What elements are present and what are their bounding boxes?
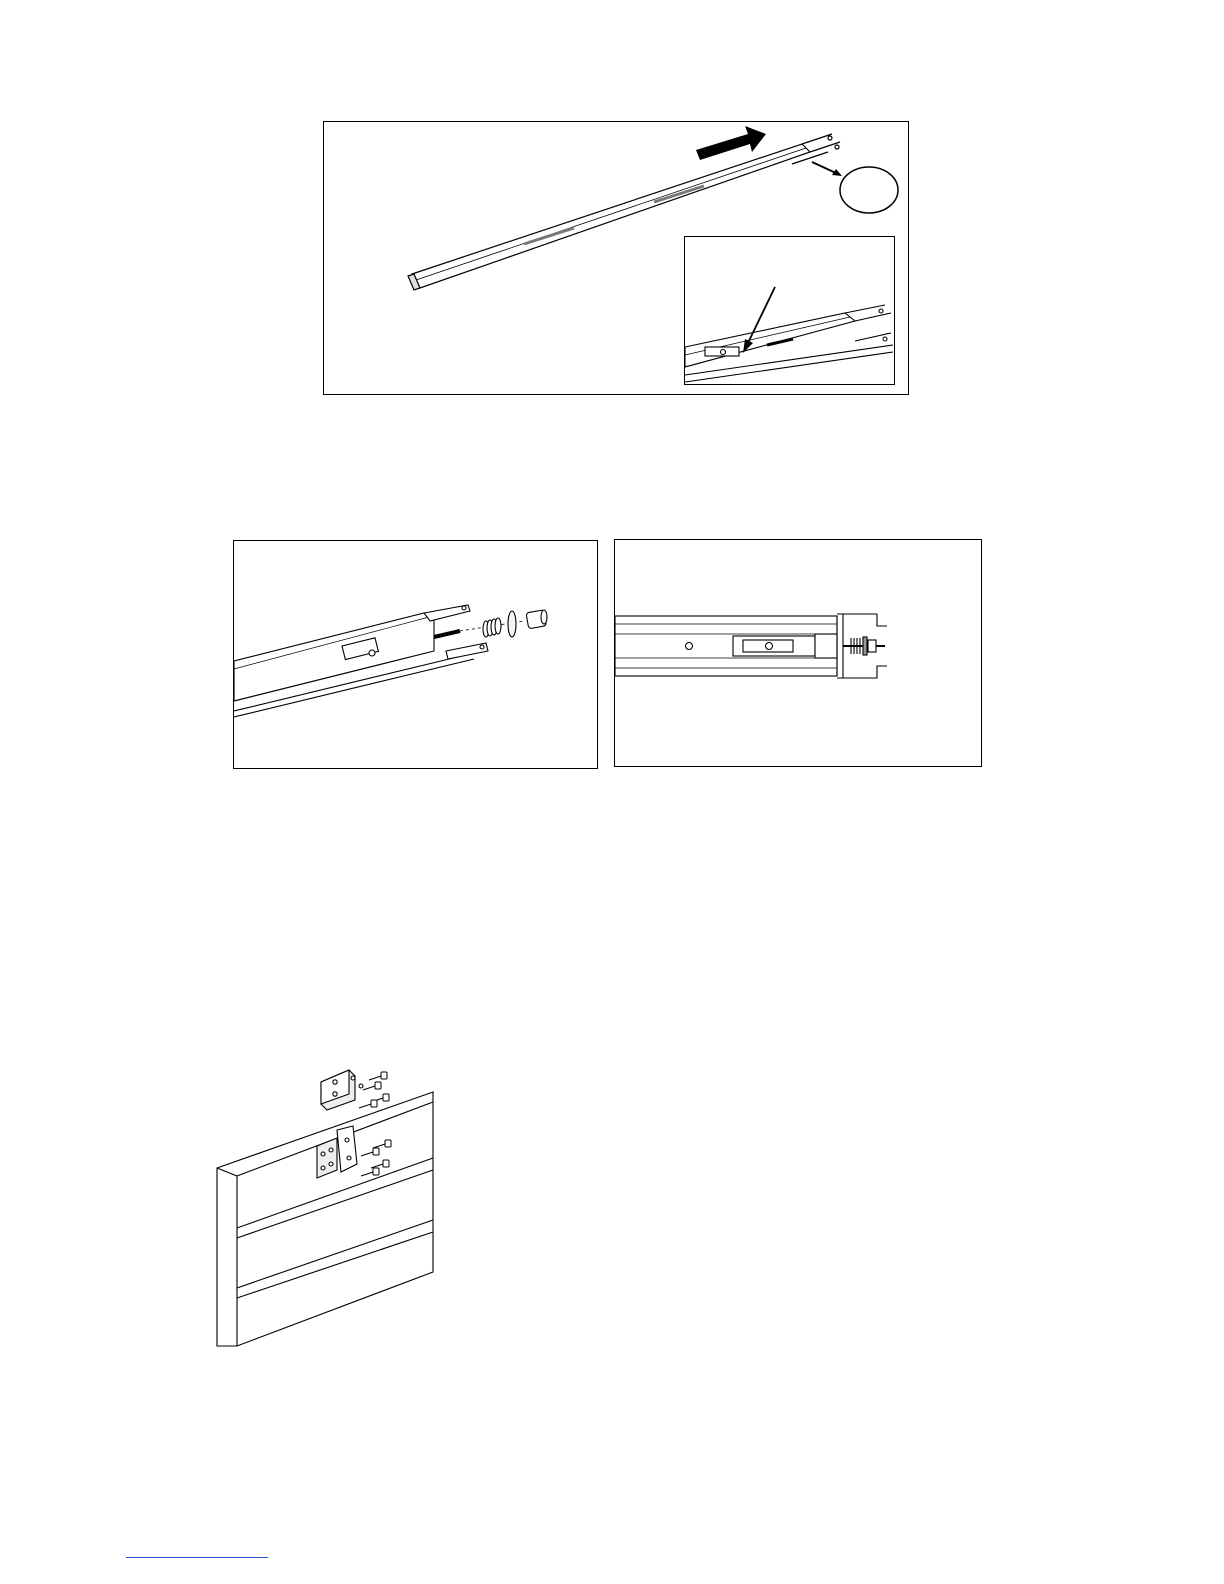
spring-exploded-illustration — [234, 541, 596, 767]
door-bracket-illustration — [205, 1060, 465, 1350]
door-panel — [217, 1092, 433, 1346]
spring-exploded-figure — [233, 540, 598, 769]
nut-icon — [526, 610, 547, 629]
washer-icon — [508, 611, 516, 637]
inset-illustration — [685, 237, 893, 383]
rail-inset-detail — [684, 236, 895, 385]
spring-assembled-figure — [614, 539, 982, 767]
rail-assembly-figure — [323, 121, 909, 395]
spring-icon — [483, 618, 501, 637]
spring-assembled-illustration — [615, 540, 980, 765]
direction-arrow-icon — [696, 126, 766, 160]
footer-rule — [126, 1557, 268, 1558]
door-bracket-figure — [205, 1060, 465, 1350]
upper-bracket-icon — [321, 1070, 363, 1110]
callout-circle — [840, 167, 898, 213]
